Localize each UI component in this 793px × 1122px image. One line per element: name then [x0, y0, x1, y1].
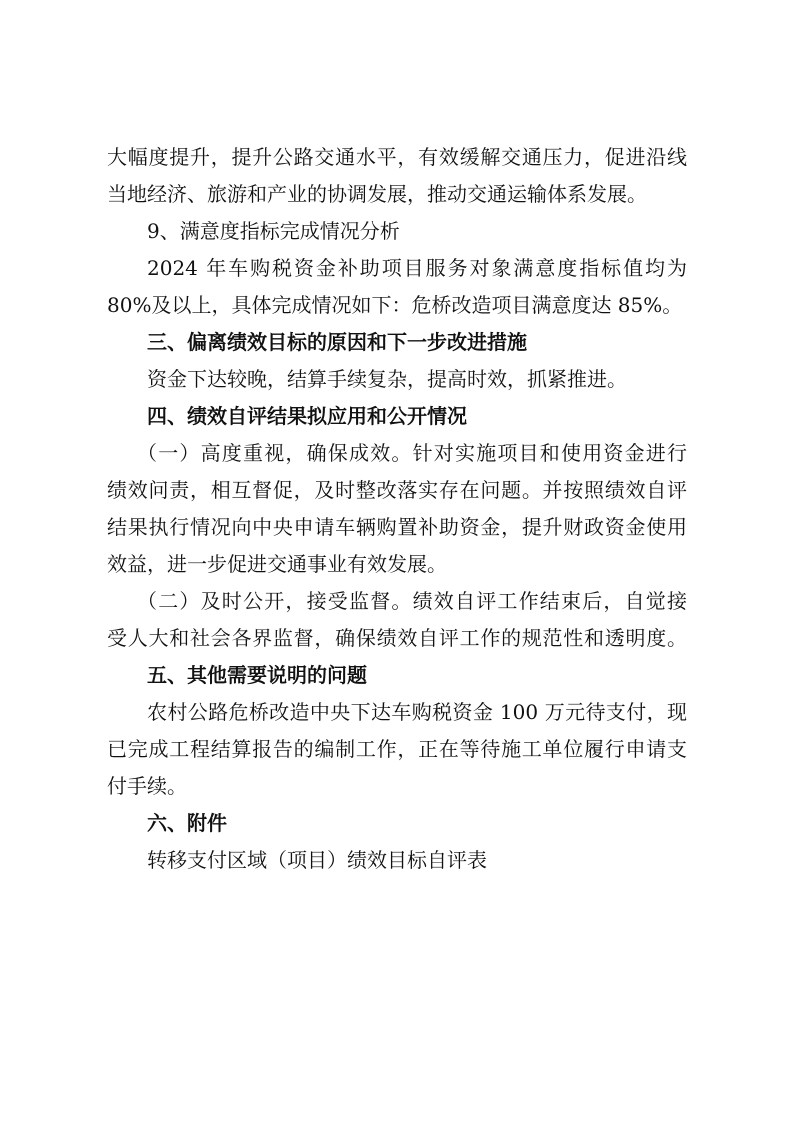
body-text-line: 效益，进一步促进交通事业有效发展。 [107, 552, 447, 576]
body-text-line: 转移支付区域（项目）绩效目标自评表 [147, 848, 487, 872]
body-text-line: 绩效问责，相互督促，及时整改落实存在问题。并按照绩效自评 [107, 478, 687, 502]
body-text-line: 资金下达较晚，结算手续复杂，提高时效，抓紧推进。 [147, 367, 627, 391]
body-text-line: 大幅度提升，提升公路交通水平，有效缓解交通压力，促进沿线 [107, 145, 687, 169]
section-heading: 五、其他需要说明的问题 [147, 663, 367, 687]
body-text-line: （一）高度重视，确保成效。针对实施项目和使用资金进行 [137, 441, 687, 465]
section-heading: 四、绩效自评结果拟应用和公开情况 [147, 404, 467, 428]
document-body [107, 139, 687, 879]
body-text-line: 当地经济、旅游和产业的协调发展，推动交通运输体系发展。 [107, 182, 647, 206]
body-text-line: 80%及以上，具体完成情况如下：危桥改造项目满意度达 85%。 [107, 293, 683, 317]
subsection-heading: 9、满意度指标完成情况分析 [147, 219, 400, 243]
body-text-line: （二）及时公开，接受监督。绩效自评工作结束后，自觉接 [137, 589, 687, 613]
body-text-line: 已完成工程结算报告的编制工作，正在等待施工单位履行申请支 [107, 737, 687, 761]
section-heading: 三、偏离绩效目标的原因和下一步改进措施 [147, 330, 527, 354]
body-text-line: 结果执行情况向中央申请车辆购置补助资金，提升财政资金使用 [107, 515, 687, 539]
body-text-line: 2024 年车购税资金补助项目服务对象满意度指标值均为 [147, 256, 687, 280]
body-text-line: 受人大和社会各界监督，确保绩效自评工作的规范性和透明度。 [107, 626, 687, 650]
body-text-line: 付手续。 [107, 774, 187, 798]
body-text-line: 农村公路危桥改造中央下达车购税资金 100 万元待支付，现 [147, 700, 687, 724]
section-heading: 六、附件 [147, 811, 227, 835]
